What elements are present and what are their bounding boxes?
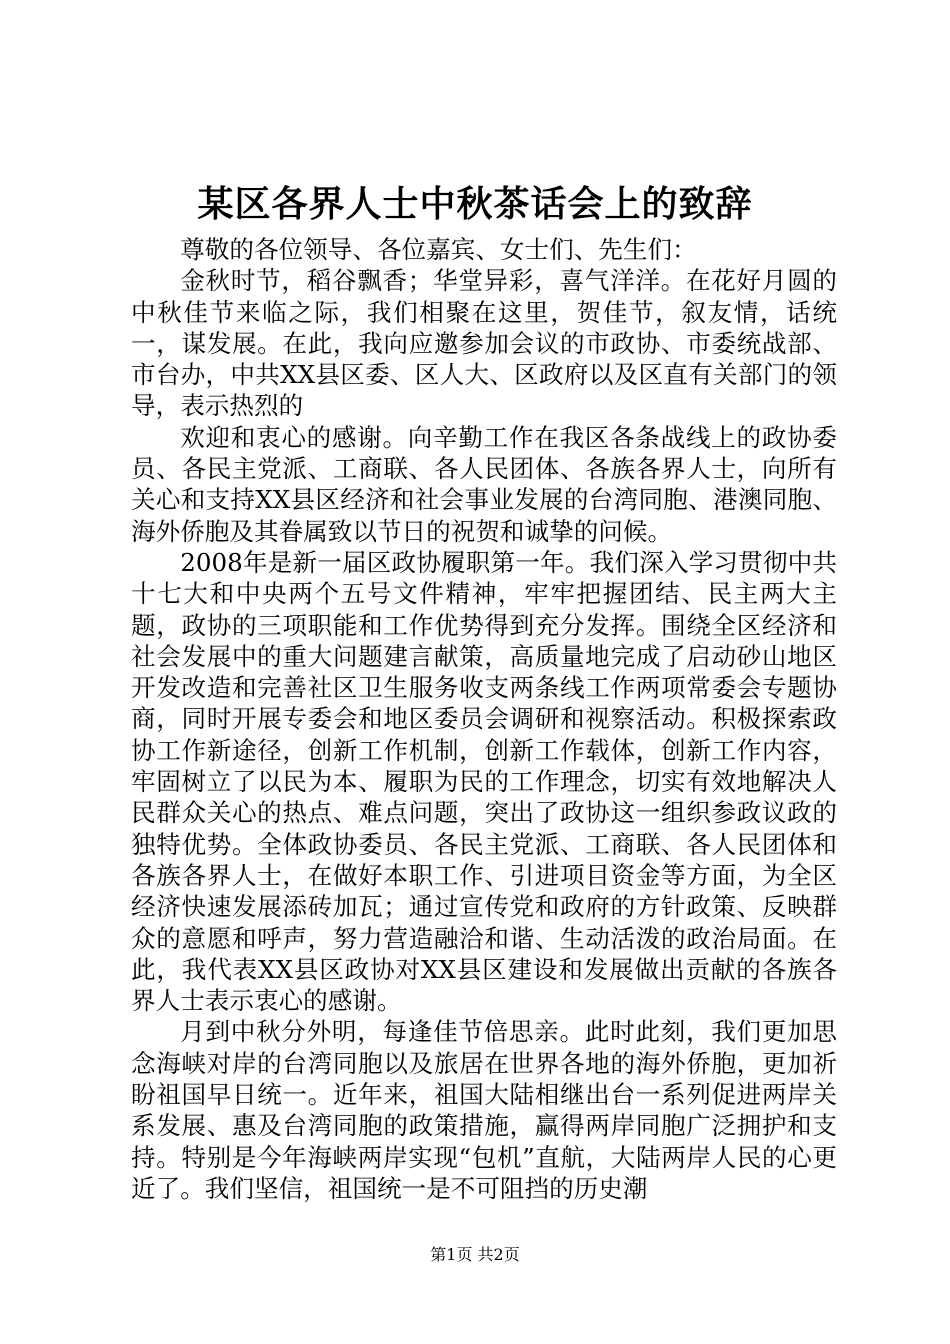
document-body (131, 234, 837, 1204)
page-number-footer: 第1页 共2页 (430, 1245, 520, 1264)
salutation-paragraph: 尊敬的各位领导、各位嘉宾、女士们、先生们： (180, 235, 697, 264)
body-paragraph: 金秋时节，稻谷飘香；华堂异彩，喜气洋洋。在花好月圆的中秋佳节来临之际，我们相聚在这里，贺佳节，叙友情，话统一，谋发展。在此，我向应邀参加会议的市政协、市委统战部、市台办，中共XX县区委、区人大、区政府以及区直有关部门的领导，表示热烈的 (131, 266, 837, 421)
body-paragraph: 欢迎和衷心的感谢。向辛勤工作在我区各条战线上的政协委员、各民主党派、工商联、各人民团体、各族各界人士，向所有关心和支持XX县区经济和社会事业发展的台湾同胞、港澳同胞、海外侨胞及其眷属致以节日的祝贺和诚挚的问候。 (131, 422, 837, 546)
body-paragraph: 月到中秋分外明，每逢佳节倍思亲。此时此刻，我们更加思念海峡对岸的台湾同胞以及旅居在世界各地的海外侨胞，更加祈盼祖国早日统一。近年来，祖国大陆相继出台一系列促进两岸关系发展、惠及台湾同胞的政策措施，赢得两岸同胞广泛拥护和支持。特别是今年海峡两岸实现“包机”直航，大陆两岸人民的心更近了。我们坚信，祖国统一是不可阻挡的历史潮 (131, 1017, 837, 1203)
document-title: 某区各界人士中秋茶话会上的致辞 (197, 183, 753, 225)
body-paragraph: 2008年是新一届区政协履职第一年。我们深入学习贯彻中共十七大和中央两个五号文件精神，牢牢把握团结、民主两大主题，政协的三项职能和工作优势得到充分发挥。围绕全区经济和社会发展中的重大问题建言献策，高质量地完成了启动砂山地区开发改造和完善社区卫生服务收支两条线工作两项常委会专题协商，同时开展专委会和地区委员会调研和视察活动。积极探索政协工作新途径，创新工作机制，创新工作载体，创新工作内容，牢固树立了以民为本、履职为民的工作理念，切实有效地解决人民群众关心的热点、难点问题，突出了政协这一组织参政议政的独特优势。全体政协委员、各民主党派、工商联、各人民团体和各族各界人士，在做好本职工作、引进项目资金等方面，为全区经济快速发展添砖加瓦；通过宣传党和政府的方针政策、反映群众的意愿和呼声，努力营造融洽和谐、生动活泼的政治局面。在此，我代表XX县区政协对XX县区建设和发展做出贡献的各族各界人士表示衷心的感谢。 (131, 547, 837, 1016)
